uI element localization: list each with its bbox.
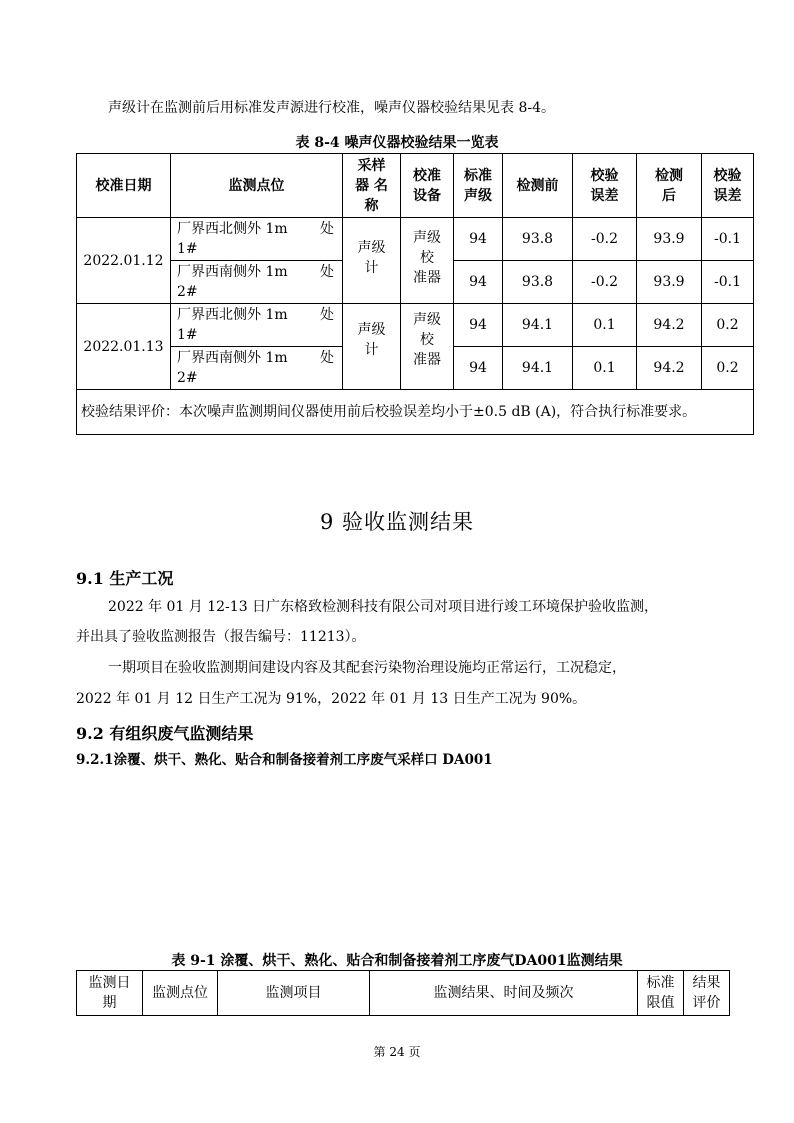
cell-error-after: 0.2 xyxy=(702,347,754,390)
cell-standard: 94 xyxy=(454,218,503,261)
table-header-row xyxy=(77,154,754,218)
intro-paragraph: 声级计在监测前后用标准发声源进行校准，噪声仪器校验结果见表 8-4。 xyxy=(108,100,555,116)
section-9-1-paragraph-2-line-2: 2022 年 01 月 12 日生产工况为 91%，2022 年 01 月 13 日生产工况为 90%。 xyxy=(76,691,587,707)
cell-before: 94.1 xyxy=(503,347,573,390)
header-monitor-item: 监测项目 xyxy=(218,971,370,1016)
cell-point: 厂界西北侧外 1m 处 1# xyxy=(171,218,343,261)
cell-standard: 94 xyxy=(454,261,503,304)
table-row xyxy=(77,218,754,261)
section-9-1-paragraph-2-line-1: 一期项目在验收监测期间建设内容及其配套污染物治理设施均正常运行，工况稳定， xyxy=(108,660,626,676)
table-9-1-caption: 表 9-1 涂覆、烘干、熟化、贴合和制备接着剂工序废气DA001监测结果 xyxy=(171,953,623,969)
cell-date: 2022.01.13 xyxy=(77,304,171,390)
cell-point: 厂界西南侧外 1m 处 2# xyxy=(171,261,343,304)
header-monitor-point: 监测点位 xyxy=(143,971,218,1016)
exhaust-gas-results-table xyxy=(76,970,730,1016)
cell-calibrator: 声级 校 准器 xyxy=(401,218,454,304)
cell-error-before: 0.1 xyxy=(573,347,637,390)
page-number: 第 24 页 xyxy=(373,1045,421,1059)
table-8-4-caption: 表 8-4 噪声仪器校验结果一览表 xyxy=(295,135,499,151)
evaluation-text: 校验结果评价：本次噪声监测期间仪器使用前后校验误差均小于±0.5 dB (A)，符合执行标准要求。 xyxy=(77,390,754,435)
header-monitor-date: 监测日 期 xyxy=(77,971,143,1016)
header-instrument: 采样 器 名 称 xyxy=(343,154,401,218)
cell-date: 2022.01.12 xyxy=(77,218,171,304)
cell-after: 93.9 xyxy=(637,218,702,261)
header-standard-level: 标准 声级 xyxy=(454,154,503,218)
cell-error-after: -0.1 xyxy=(702,218,754,261)
table-header-row xyxy=(77,971,730,1016)
section-9-2-heading: 9.2 有组织废气监测结果 xyxy=(76,724,254,743)
header-before: 检测前 xyxy=(503,154,573,218)
cell-instrument: 声级 计 xyxy=(343,218,401,304)
section-9-2-1-heading: 9.2.1涂覆、烘干、熟化、贴合和制备接着剂工序废气采样口 DA001 xyxy=(76,752,493,768)
header-result-evaluation: 结果 评价 xyxy=(684,971,730,1016)
header-results: 监测结果、时间及频次 xyxy=(370,971,638,1016)
cell-before: 93.8 xyxy=(503,218,573,261)
cell-after: 93.9 xyxy=(637,261,702,304)
evaluation-row xyxy=(77,390,754,435)
cell-before: 94.1 xyxy=(503,304,573,347)
header-standard-limit: 标准 限值 xyxy=(638,971,684,1016)
header-error-before: 校验 误差 xyxy=(573,154,637,218)
noise-calibration-table xyxy=(76,153,754,435)
cell-error-after: 0.2 xyxy=(702,304,754,347)
section-9-1-paragraph-1-line-1: 2022 年 01 月 12-13 日广东格致检测科技有限公司对项目进行竣工环境保护验收监测， xyxy=(108,599,659,615)
cell-after: 94.2 xyxy=(637,347,702,390)
cell-error-before: 0.1 xyxy=(573,304,637,347)
cell-after: 94.2 xyxy=(637,304,702,347)
header-date: 校准日期 xyxy=(77,154,171,218)
cell-point: 厂界西南侧外 1m 处 2# xyxy=(171,347,343,390)
table-row xyxy=(77,304,754,347)
section-9-1-paragraph-1-line-2: 并出具了验收监测报告（报告编号：11213）。 xyxy=(76,629,366,645)
cell-error-before: -0.2 xyxy=(573,261,637,304)
cell-calibrator: 声级 校 准器 xyxy=(401,304,454,390)
section-9-title: 9 验收监测结果 xyxy=(319,510,475,534)
header-calibrator: 校准 设备 xyxy=(401,154,454,218)
header-error-after: 校验 误差 xyxy=(702,154,754,218)
cell-error-before: -0.2 xyxy=(573,218,637,261)
header-after: 检测 后 xyxy=(637,154,702,218)
section-9-1-heading: 9.1 生产工况 xyxy=(76,569,174,588)
cell-instrument: 声级 计 xyxy=(343,304,401,390)
header-point: 监测点位 xyxy=(171,154,343,218)
cell-before: 93.8 xyxy=(503,261,573,304)
cell-standard: 94 xyxy=(454,347,503,390)
cell-point: 厂界西北侧外 1m 处 1# xyxy=(171,304,343,347)
cell-error-after: -0.1 xyxy=(702,261,754,304)
cell-standard: 94 xyxy=(454,304,503,347)
